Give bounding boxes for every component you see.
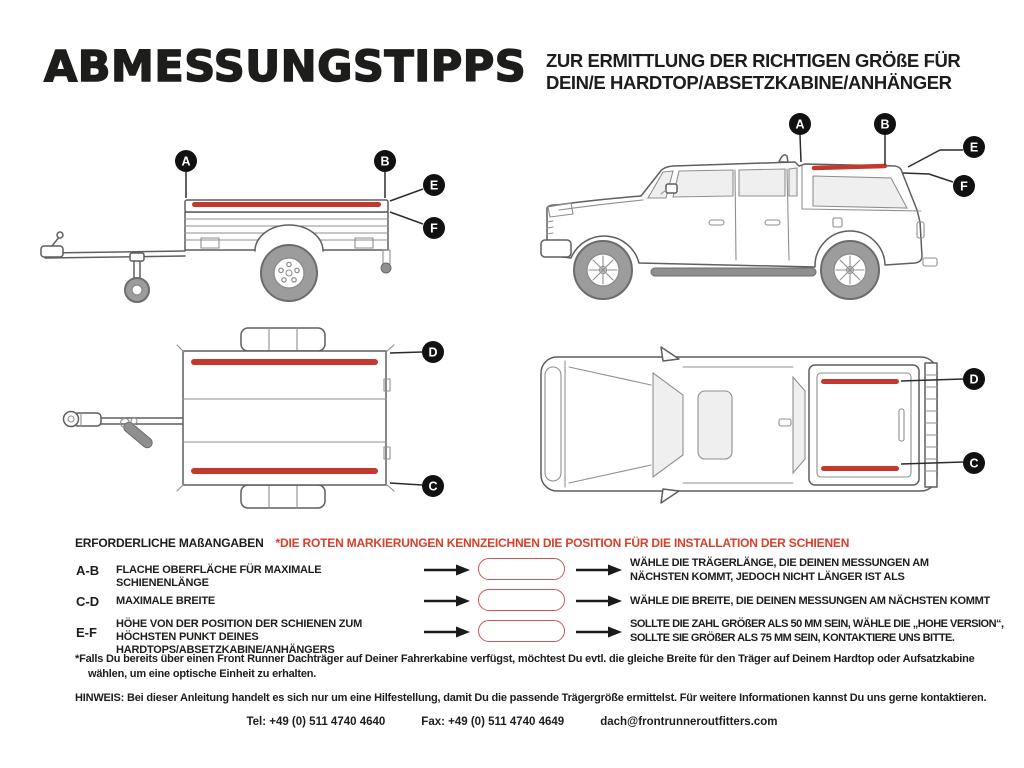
canopy-rail-position-marking <box>814 166 885 168</box>
measurement-result-ab: WÄHLE DIE TRÄGERLÄNGE, DIE DEINEN MESSUNGEN AM NÄCHSTEN KOMMT, JEDOCH NICHT LÄNGER IST ALS <box>630 557 929 583</box>
arrow-right-icon <box>576 564 622 576</box>
label-c-marker <box>422 475 444 497</box>
arrow-right-icon <box>576 595 622 607</box>
measurement-input-pill-ef[interactable] <box>478 620 565 642</box>
trailer-bottom-fender <box>241 485 325 508</box>
hinweis-note: HINWEIS: Bei dieser Anleitung handelt es sich nur um eine Hilfestellung, damit Du die passende Trägergröße ermittelst. Für weitere Informationen kannst Du uns gerne kontaktieren. <box>75 692 987 704</box>
svg-text:B: B <box>380 154 390 169</box>
trailer-top-fender <box>241 328 325 351</box>
measurement-result-ef: SOLLTE DIE ZAHL GRÖßER ALS 50 MM SEIN, WÄHLE DIE „HOHE VERSION“, SOLLTE SIE GRÖßER ALS 75 MM SEIN, KONTAKTIERE UNS BITTE. <box>630 618 1004 644</box>
arrow-right-icon <box>424 626 470 638</box>
arrow-right-icon <box>424 564 470 576</box>
trailer-box-top <box>183 351 386 485</box>
trailer-side-view-diagram <box>33 118 465 318</box>
arrow-right-icon <box>424 595 470 607</box>
trailer-top-view-diagram <box>33 323 465 523</box>
truck-sunroof <box>698 391 732 459</box>
contact-fax: Fax: +49 (0) 511 4740 4649 <box>421 716 565 728</box>
truck-side-view-diagram <box>533 110 995 315</box>
label-c-marker <box>963 452 985 474</box>
label-b-marker <box>874 113 896 135</box>
svg-text:D: D <box>428 345 438 360</box>
svg-text:C: C <box>969 456 979 471</box>
measurement-description-ef: HÖHE VON DER POSITION DER SCHIENEN ZUM HÖCHSTEN PUNKT DEINES HARDTOPS/ABSETZKABINE/ANHÄNGERS <box>116 618 363 656</box>
svg-text:C: C <box>428 479 438 494</box>
label-a-marker <box>789 113 811 135</box>
svg-text:A: A <box>795 117 805 132</box>
label-f-marker <box>953 175 975 197</box>
measurement-code-ef: E-F <box>76 625 97 640</box>
measurements-heading-row <box>75 536 849 550</box>
label-d-marker <box>963 368 985 390</box>
trailer-drawbar <box>45 251 185 253</box>
page-title: ABMESSUNGSTIPPS <box>44 42 527 92</box>
contact-tel: Tel: +49 (0) 511 4740 4640 <box>246 716 386 728</box>
truck-antenna-fin <box>779 155 788 162</box>
label-e-marker <box>423 174 445 196</box>
label-d-marker <box>422 341 444 363</box>
svg-text:E: E <box>429 178 439 193</box>
rail-position-marking-left <box>191 359 378 365</box>
measurement-code-ab: A-B <box>76 563 100 578</box>
red-markings-note: *DIE ROTEN MARKIERUNGEN KENNZEICHNEN DIE POSITION FÜR DIE INSTALLATION DER SCHIENEN <box>275 536 850 550</box>
measurement-input-pill-cd[interactable] <box>478 589 565 611</box>
truck-mirror <box>666 184 677 193</box>
subtitle-line-1: ZUR ERMITTLUNG DER RICHTIGEN GRÖßE FÜR <box>546 50 961 71</box>
truck-top-view-diagram <box>533 333 995 523</box>
svg-text:A: A <box>181 154 191 169</box>
svg-text:B: B <box>880 117 890 132</box>
rail-position-marking <box>192 202 381 207</box>
label-b-marker <box>374 150 396 172</box>
svg-text:F: F <box>960 179 968 194</box>
label-e-marker <box>963 136 985 158</box>
svg-text:D: D <box>969 372 979 387</box>
trailer-hitch-coupler <box>41 246 63 257</box>
measurement-code-cd: C-D <box>76 594 100 609</box>
rail-position-marking-right <box>821 466 899 471</box>
measurements-heading: ERFORDERLICHE MAßANGABEN <box>75 536 264 550</box>
truck-rocker-panel <box>651 268 816 276</box>
contact-email: dach@frontrunneroutfitters.com <box>600 716 778 728</box>
measurement-input-pill-ab[interactable] <box>478 558 565 580</box>
measurement-result-cd: WÄHLE DIE BREITE, DIE DEINEN MESSUNGEN AM NÄCHSTEN KOMMT <box>630 595 990 607</box>
truck-canopy-window <box>813 176 907 208</box>
svg-text:F: F <box>430 221 438 236</box>
rail-position-marking-right <box>191 468 378 474</box>
measurement-description-cd: MAXIMALE BREITE <box>116 595 216 607</box>
footnote: *Falls Du bereits über einen Front Runner Dachträger auf Deiner Fahrerkabine verfügst, möchtest Du evtl. die gleiche Breite für den Träger auf Deinem Hardtop oder Aufsatzkabine wählen, um eine optische Einheit zu erhalten. <box>75 653 975 680</box>
subtitle-line-2: DEIN/E HARDTOP/ABSETZKABINE/ANHÄNGER <box>546 71 952 93</box>
measurement-description-ab: FLACHE OBERFLÄCHE FÜR MAXIMALE SCHIENENLÄNGE <box>116 564 322 589</box>
contact-row <box>0 716 1024 728</box>
truck-right-mirror <box>661 489 679 503</box>
truck-tailgate <box>925 363 937 487</box>
label-f-marker <box>423 217 445 239</box>
rail-position-marking-left <box>821 379 899 384</box>
arrow-right-icon <box>576 626 622 638</box>
svg-text:E: E <box>969 140 979 155</box>
label-a-marker <box>175 150 197 172</box>
page-subtitle <box>546 50 960 93</box>
truck-left-mirror <box>661 347 679 361</box>
